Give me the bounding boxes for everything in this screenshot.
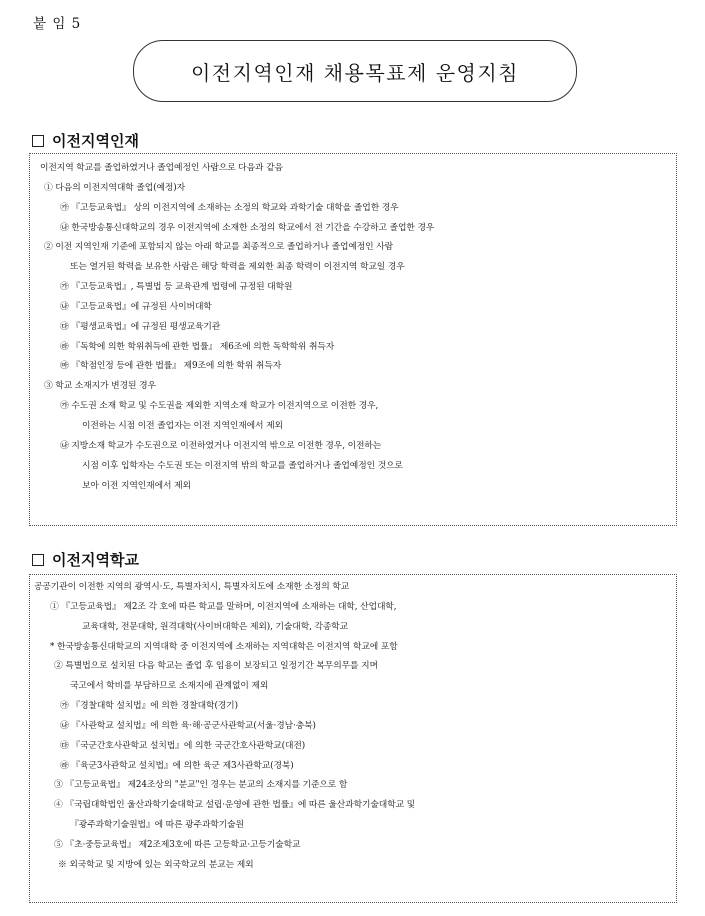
text-line: ㉯ 『고등교육법』에 규정된 사이버대학 xyxy=(60,301,212,312)
text-line: * 한국방송통신대학교의 지역대학 중 이전지역에 소재하는 지역대학은 이전지역 학교에 포함 xyxy=(50,641,398,652)
text-line: 『광주과학기술원법』에 따른 광주과학기술원 xyxy=(70,820,244,831)
text-line: 공공기관이 이전한 지역의 광역시·도, 특별자치시, 특별자치도에 소재한 소정의 학교 xyxy=(34,582,350,592)
text-line: ③ 『고등교육법』 제24조상의 "분교"인 경우는 분교의 소재지를 기준으로 함 xyxy=(54,780,348,791)
text-line: ㉯ 한국방송통신대학교의 경우 이전지역에 소재한 소정의 학교에서 전 기간을 수강하고 졸업한 경우 xyxy=(60,222,435,233)
section-heading-label: 이전지역인재 xyxy=(52,132,139,150)
text-line: ① 『고등교육법』 제2조 각 호에 따른 학교를 말하며, 이전지역에 소재하는 대학, 산업대학, xyxy=(50,601,397,612)
text-line: 보아 이전 지역인재에서 제외 xyxy=(82,480,191,491)
text-line: ㉮ 『고등교육법』 상의 이전지역에 소재하는 소정의 학교와 과학기술 대학을 졸업한 경우 xyxy=(60,202,399,213)
text-line: ③ 학교 소재지가 변경된 경우 xyxy=(44,381,156,392)
checkbox-square-icon xyxy=(32,135,44,147)
section-heading-relocation-talent xyxy=(32,130,139,151)
text-line: 국고에서 학비를 부담하므로 소재지에 관계없이 제외 xyxy=(70,681,269,692)
relocation-talent-box xyxy=(29,153,677,526)
text-line: ⑤ 『초·중등교육법』 제2조제3호에 따른 고등학교·고등기술학교 xyxy=(54,839,301,850)
text-line: ㉮ 수도권 소재 학교 및 수도권을 제외한 지역소재 학교가 이전지역으로 이전한 경우, xyxy=(60,401,379,412)
checkbox-square-icon xyxy=(32,554,44,566)
text-line: 이전하는 시점 이전 졸업자는 이전 지역인재에서 제외 xyxy=(82,420,283,431)
text-line: ② 이전 지역인재 기준에 포함되지 않는 아래 학교를 최종적으로 졸업하거나 졸업예정인 사람 xyxy=(44,242,394,253)
attachment-label: 붙 임 5 xyxy=(33,16,82,32)
text-line: ㉲ 『학점인정 등에 관한 법률』 제9조에 의한 학위 취득자 xyxy=(60,361,282,372)
text-line: ㉯ 『사관학교 설치법』에 의한 육·해·공군사관학교(서울·경남·충북) xyxy=(60,720,316,731)
text-line: ㉮ 『경찰대학 설치법』에 의한 경찰대학(경기) xyxy=(60,701,238,712)
section-heading-relocation-school xyxy=(32,549,139,570)
text-line: ※ 외국학교 및 지방에 있는 외국학교의 분교는 제외 xyxy=(58,859,254,870)
text-line: ① 다음의 이전지역대학 졸업(예정)자 xyxy=(44,182,186,193)
text-line: ② 특별법으로 설치된 다음 학교는 졸업 후 임용이 보장되고 일정기간 복무의무를 지며 xyxy=(54,661,378,672)
text-line: 이전지역 학교를 졸업하였거나 졸업예정인 사람으로 다음과 같음 xyxy=(40,163,283,173)
text-line: ㉯ 지방소재 학교가 수도권으로 이전하였거나 이전지역 밖으로 이전한 경우, 이전하는 xyxy=(60,440,382,451)
text-line: ㉮ 『고등교육법』, 특별법 등 교육관계 법령에 규정된 대학원 xyxy=(60,282,293,293)
text-line: 또는 열거된 학력을 보유한 사람은 해당 학력을 제외한 최종 학력이 이전지역 학교일 경우 xyxy=(70,262,405,273)
text-line: 교육대학, 전문대학, 원격대학(사이버대학은 제외), 기술대학, 각종학교 xyxy=(82,621,349,632)
document-title: 이전지역인재 채용목표제 운영지침 xyxy=(133,40,577,102)
text-line: ㉰ 『국군간호사관학교 설치법』에 의한 국군간호사관학교(대전) xyxy=(60,740,306,751)
section-heading-label: 이전지역학교 xyxy=(52,551,139,569)
text-line: ㉱ 『육군3사관학교 설치법』에 의한 육군 제3사관학교(경북) xyxy=(60,760,294,771)
relocation-school-box xyxy=(29,574,677,903)
text-line: 시점 이후 입학자는 수도권 또는 이전지역 밖의 학교를 졸업하거나 졸업예정인 것으로 xyxy=(82,460,403,471)
text-line: ④ 『국립대학법인 울산과학기술대학교 설립·운영에 관한 법률』에 따른 울산과학기술대학교 및 xyxy=(54,800,416,811)
text-line: ㉰ 『평생교육법』에 규정된 평생교육기관 xyxy=(60,321,221,332)
text-line: ㉱ 『독학에 의한 학위취득에 관한 법률』 제6조에 의한 독학학위 취득자 xyxy=(60,341,335,352)
